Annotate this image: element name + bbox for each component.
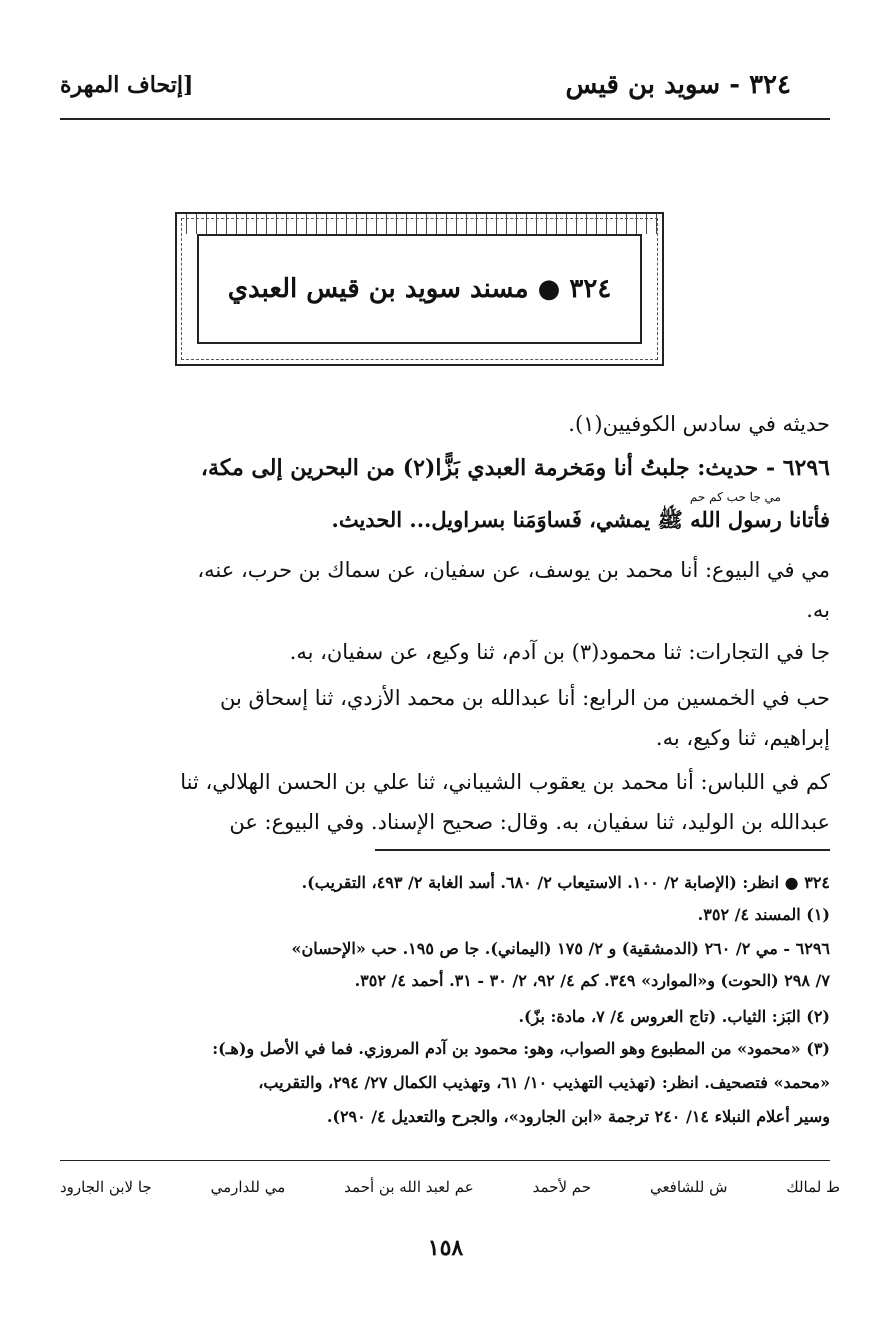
paragraph-mi-line2: به.: [806, 598, 830, 622]
legend-item: ط لمالك: [786, 1178, 840, 1196]
paragraph-hb-line1: حب في الخمسين من الرابع: أنا عبدالله بن محمد الأزدي، ثنا إسحاق بن: [219, 686, 830, 710]
legend-item: عم لعبد الله بن أحمد: [344, 1178, 474, 1196]
paragraph-ja-line1: جا في التجارات: ثنا محمود(٣) بن آدم، ثنا وكيع، عن سفيان، به.: [289, 640, 830, 664]
source-markers: مي جا حب كم حم: [689, 490, 781, 504]
section-title-box: [197, 234, 642, 344]
footnote-line: ٧/ ٢٩٨ (الحوت) و«الموارد» ٣٤٩. كم ٤/ ٩٢، ٢/ ٣٠ - ٣١. أحمد ٤/ ٣٥٢.: [354, 971, 830, 990]
running-header-title: ٣٢٤ - سويد بن قيس: [565, 70, 791, 100]
hadith-text-line: فأتانا رسول الله ﷺ يمشي، فَساوَمَنا بسراويل... الحديث.: [331, 507, 830, 532]
legend-item: جا لابن الجارود: [60, 1178, 152, 1196]
footnote-line: «محمد» فتصحيف. انظر: (تهذيب التهذيب ١٠/ ٦١، وتهذيب الكمال ٢٧/ ٢٩٤، والتقريب،: [258, 1073, 830, 1092]
footnote-line: ٣٢٤ ● انظر: (الإصابة ٢/ ١٠٠. الاستيعاب ٢/ ٦٨٠. أسد الغابة ٢/ ٤٩٣، التقريب).: [301, 873, 830, 892]
intro-line: حديثه في سادس الكوفيين(١).: [568, 412, 830, 436]
footnote-line: (١) المسند ٤/ ٣٥٢.: [697, 905, 830, 924]
footnote-line: وسير أعلام النبلاء ١٤/ ٢٤٠ ترجمة «ابن الجارود»، والجرح والتعديل ٤/ ٢٩٠).: [326, 1107, 830, 1126]
legend-item: ش للشافعي: [649, 1178, 728, 1196]
paragraph-hb-line2: إبراهيم، ثنا وكيع، به.: [655, 726, 830, 750]
legend-rule: [60, 1160, 830, 1161]
abbreviation-legend: [60, 1178, 840, 1196]
footnote-line: (٣) «محمود» من المطبوع وهو الصواب، وهو: محمود بن آدم المروزي. فما في الأصل و(هـ):: [212, 1039, 830, 1058]
section-title: ٣٢٤ ● مسند سويد بن قيس العبدي: [227, 274, 612, 304]
footnote-rule: [375, 849, 830, 851]
legend-item: مي للدارمي: [210, 1178, 286, 1196]
legend-item: حم لأحمد: [532, 1178, 592, 1196]
running-header-book: [إتحاف المهرة: [60, 72, 194, 98]
page-number: ١٥٨: [427, 1235, 464, 1261]
paragraph-km-line1: كم في اللباس: أنا محمد بن يعقوب الشيباني، ثنا علي بن الحسن الهلالي، ثنا: [180, 770, 830, 794]
footnote-line: ٦٢٩٦ - مي ٢/ ٢٦٠ (الدمشقية) و ٢/ ١٧٥ (اليماني). جا ص ١٩٥. حب «الإحسان»: [291, 939, 830, 958]
paragraph-mi-line1: مي في البيوع: أنا محمد بن يوسف، عن سفيان، عن سماك بن حرب، عنه،: [197, 558, 830, 582]
footnote-line: (٢) البَز: الثياب. (تاج العروس ٤/ ٧، مادة: بزّ).: [518, 1007, 830, 1026]
section-title-frame: [175, 212, 664, 366]
header-rule: [60, 118, 830, 120]
hadith-heading-line: ٦٢٩٦ - حديث: جلبتُ أنا ومَخرمة العبدي بَزًّا(٢) من البحرين إلى مكة،: [200, 455, 830, 481]
paragraph-km-line2: عبدالله بن الوليد، ثنا سفيان، به. وقال: صحيح الإسناد. وفي البيوع: عن: [229, 810, 830, 834]
